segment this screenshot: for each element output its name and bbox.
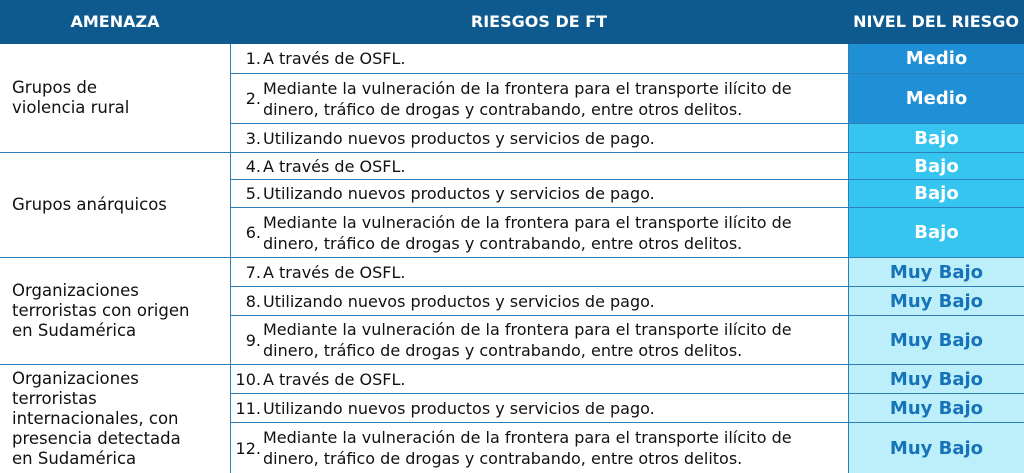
table-row xyxy=(231,124,848,153)
risk-number: 1. xyxy=(245,49,261,68)
risk-number: 12. xyxy=(235,438,261,458)
table-row xyxy=(231,316,848,365)
level-badge: Muy Bajo xyxy=(848,287,1024,316)
risk-number: 11. xyxy=(235,398,261,418)
risk-text: Mediante la vulneración de la frontera para el transporte ilícito de dinero, tráfico de drogas y contrabando, entre otros delitos. xyxy=(263,78,792,119)
group-internacionales: Organizaciones terroristas internacionales, con presencia detectada en Sudamérica xyxy=(12,369,181,468)
level-badge: Medio xyxy=(848,74,1024,124)
risk-text: A través de OSFL. xyxy=(263,156,406,176)
level-badge: Muy Bajo xyxy=(848,423,1024,473)
table-row xyxy=(231,74,848,124)
table-row xyxy=(231,365,848,394)
header-amenaza: AMENAZA xyxy=(70,12,160,31)
risk-text: Mediante la vulneración de la frontera para el transporte ilícito de dinero, tráfico de drogas y contrabando, entre otros delitos. xyxy=(263,320,792,360)
level-badge: Muy Bajo xyxy=(848,316,1024,365)
level-badge: Muy Bajo xyxy=(848,394,1024,423)
table-row xyxy=(231,44,848,74)
level-badge: Bajo xyxy=(848,180,1024,208)
table-row xyxy=(231,287,848,316)
risk-text: A través de OSFL. xyxy=(263,49,406,68)
risk-number: 8. xyxy=(245,291,261,311)
level-badge: Medio xyxy=(848,44,1024,74)
table-row xyxy=(231,180,848,208)
table-row xyxy=(231,153,848,180)
group-sudamerica: Organizaciones terroristas con origen en Sudamérica xyxy=(12,281,190,340)
risk-text: Utilizando nuevos productos y servicios de pago. xyxy=(263,291,655,311)
risk-number: 3. xyxy=(245,128,261,148)
table-header xyxy=(0,0,1024,44)
risk-number: 9. xyxy=(245,330,261,350)
risk-text: Mediante la vulneración de la frontera para el transporte ilícito de dinero, tráfico de drogas y contrabando, entre otros delitos. xyxy=(263,428,792,468)
level-badge: Muy Bajo xyxy=(848,258,1024,287)
risk-number: 4. xyxy=(245,156,261,176)
risk-number: 2. xyxy=(245,89,261,108)
risk-text: A través de OSFL. xyxy=(263,369,406,389)
risk-number: 7. xyxy=(245,262,261,282)
table-row xyxy=(231,258,848,287)
risk-text: Mediante la vulneración de la frontera para el transporte ilícito de dinero, tráfico de drogas y contrabando, entre otros delitos. xyxy=(263,212,792,253)
table-row xyxy=(231,208,848,258)
group-violencia-rural: Grupos de violencia rural xyxy=(12,78,130,117)
risk-number: 6. xyxy=(245,223,261,242)
level-badge: Bajo xyxy=(848,208,1024,258)
header-riesgos: RIESGOS DE FT xyxy=(470,12,608,31)
header-nivel: NIVEL DEL RIESGO xyxy=(853,12,1019,31)
risk-text: A través de OSFL. xyxy=(263,262,406,282)
risk-number: 10. xyxy=(235,369,261,389)
table-row xyxy=(231,423,848,473)
level-badge: Bajo xyxy=(848,153,1024,180)
table-row xyxy=(231,394,848,423)
level-badge: Muy Bajo xyxy=(848,365,1024,394)
risk-text: Utilizando nuevos productos y servicios de pago. xyxy=(263,128,655,148)
risk-text: Utilizando nuevos productos y servicios de pago. xyxy=(263,184,655,203)
risk-text: Utilizando nuevos productos y servicios de pago. xyxy=(263,398,655,418)
group-anarquicos: Grupos anárquicos xyxy=(12,195,167,214)
risk-number: 5. xyxy=(245,184,261,203)
level-badge: Bajo xyxy=(848,124,1024,153)
